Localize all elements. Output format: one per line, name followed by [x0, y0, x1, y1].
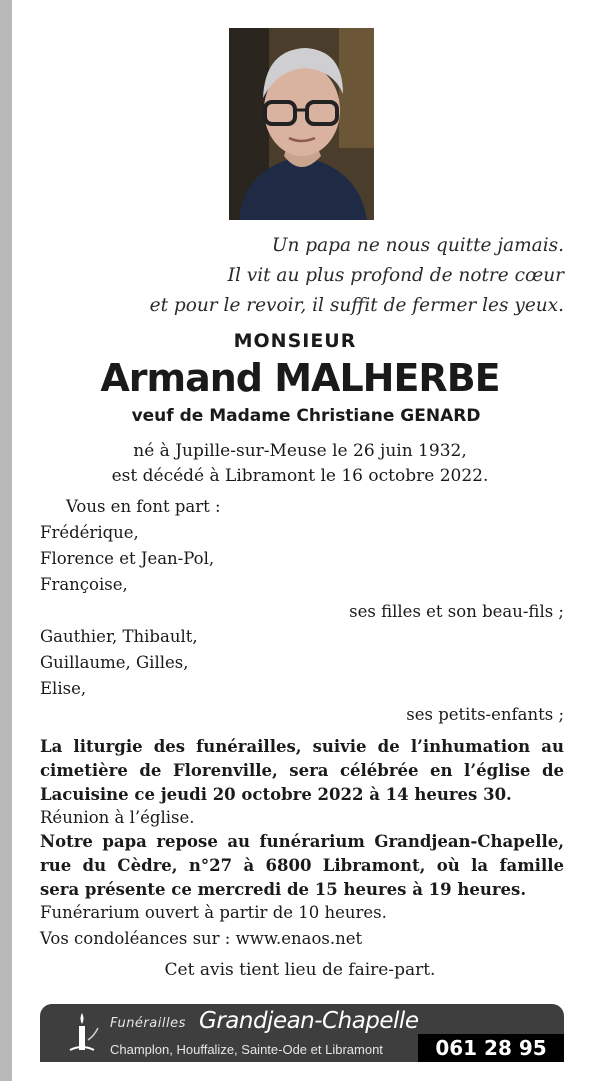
liturgy-line: La liturgie des funérailles, suivie de l’inhumation au — [40, 737, 564, 756]
family-member: Frédérique, — [40, 523, 139, 542]
family-member: Florence et Jean-Pol, — [40, 549, 215, 568]
side-margin-bar — [0, 0, 12, 1081]
death-line: est décédé à Libramont le 16 octobre 2022. — [111, 466, 489, 486]
liturgy-info — [40, 735, 564, 807]
family-relation: ses petits-enfants ; — [406, 705, 564, 724]
brand-prefix: Funérailles — [110, 1016, 186, 1031]
quote-line: et pour le revoir, il suffit de fermer les yeux. — [149, 295, 564, 316]
family-member: Françoise, — [40, 575, 128, 594]
rest-line: sera présente ce mercredi de 15 heures à 19 heures. — [40, 880, 527, 899]
family-member: Gauthier, Thibault, — [40, 627, 198, 646]
rest-line: Notre papa repose au funérarium Grandjean-Chapelle, — [40, 832, 564, 851]
family-member: Guillaume, Gilles, — [40, 653, 189, 672]
portrait-photo — [229, 28, 374, 220]
family-announcement — [40, 497, 564, 727]
funeral-home-banner — [40, 1004, 564, 1088]
meeting-info: Réunion à l’église. — [40, 808, 195, 827]
branch-locations: Champlon, Houffalize, Sainte-Ode et Libramont — [110, 1042, 383, 1057]
candle-logo-icon — [68, 1010, 102, 1058]
family-relation: ses filles et son beau-fils ; — [349, 602, 564, 621]
rest-info — [40, 830, 564, 902]
announcement-intro: Vous en font part : — [66, 497, 221, 516]
quote-line: Un papa ne nous quitte jamais. — [271, 235, 564, 256]
deceased-name: Armand MALHERBE — [100, 356, 500, 400]
notice-line: Cet avis tient lieu de faire-part. — [164, 960, 436, 980]
opening-hours: Funérarium ouvert à partir de 10 heures. — [40, 903, 387, 922]
quote-line: Il vit au plus profond de notre cœur — [227, 265, 564, 286]
birth-line: né à Jupille-sur-Meuse le 26 juin 1932, — [133, 441, 467, 461]
rest-line: rue du Cèdre, n°27 à 6800 Libramont, où la famille — [40, 856, 564, 875]
widow-line: veuf de Madame Christiane GENARD — [131, 406, 481, 426]
honorific-title: MONSIEUR — [233, 330, 357, 352]
memorial-quote — [144, 231, 564, 321]
family-member: Elise, — [40, 679, 87, 698]
liturgy-line: Lacuisine ce jeudi 20 octobre 2022 à 14 heures 30. — [40, 785, 512, 804]
phone-number[interactable]: 061 28 95 43 — [418, 1034, 564, 1062]
condolences-link[interactable]: Vos condoléances sur : www.enaos.net — [40, 929, 363, 948]
brand-name: Grandjean-Chapelle — [199, 1008, 419, 1034]
liturgy-line: cimetière de Florenville, sera célébrée en l’église de — [40, 761, 564, 780]
life-dates — [0, 439, 600, 489]
